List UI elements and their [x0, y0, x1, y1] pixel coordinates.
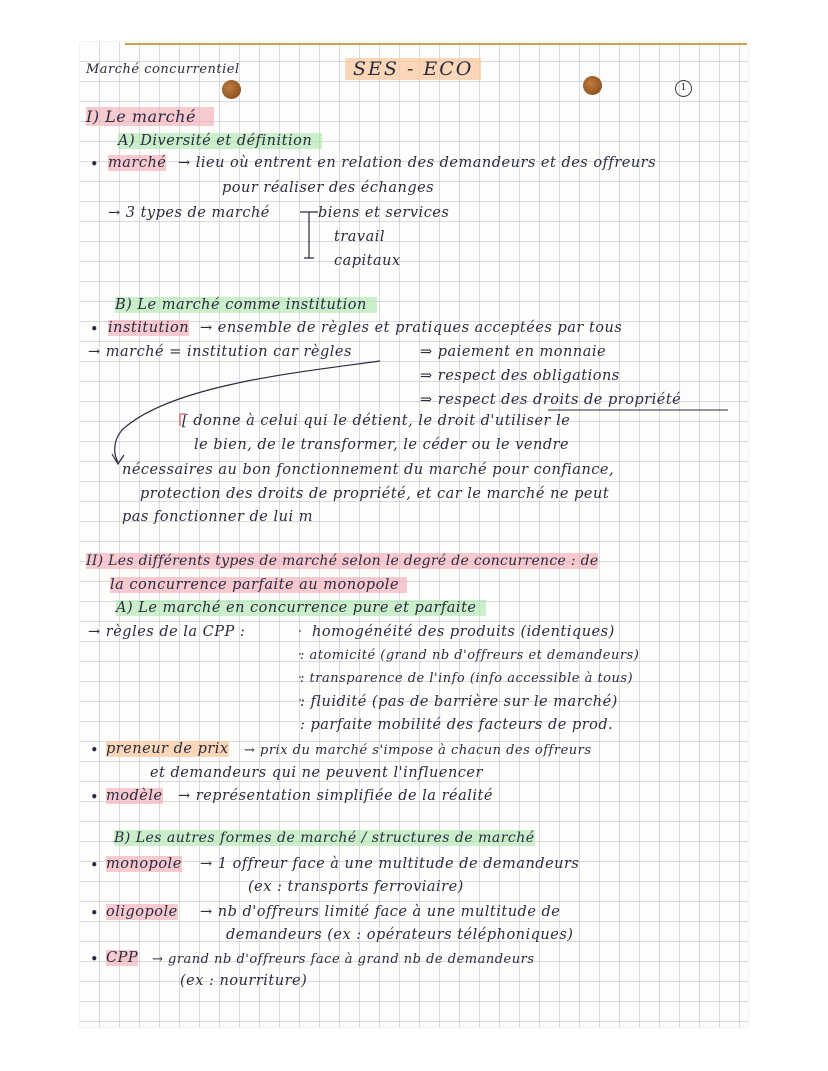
definition-marche-cont: pour réaliser des échanges [222, 180, 435, 196]
rule-obligations: ⇒ respect des obligations [420, 368, 620, 384]
section-1a-title: A) Diversité et définition [118, 133, 322, 149]
bullet: • [90, 322, 100, 338]
property-definition-1: [ donne à celui qui le détient, le droit d'utiliser le [182, 413, 571, 429]
cpp-rule-mobility: : parfaite mobilité des facteurs de prod. [300, 717, 614, 733]
bullet: • [90, 157, 100, 173]
section-2b-title: B) Les autres formes de marché / structures de marché [114, 830, 535, 846]
model-def: → représentation simplifiée de la réalité [178, 788, 493, 804]
definition-marche: → lieu où entrent en relation des demandeurs et des offreurs [178, 155, 657, 171]
rule-property: ⇒ respect des droits de propriété [420, 392, 682, 408]
bullet: • [90, 790, 100, 806]
necessity-line-2: protection des droits de propriété, et car le marché ne peut [140, 486, 610, 502]
term-marche: marché [108, 155, 167, 171]
arrow-head [112, 454, 124, 464]
cpp-def-2: (ex : nourriture) [180, 973, 308, 989]
term-cpp: CPP [106, 950, 139, 966]
curved-arrow [115, 361, 380, 462]
pink-bracket [180, 414, 186, 426]
cpp-rule-fluidity: : fluidité (pas de barrière sur le marché) [300, 694, 618, 710]
section-2a-title: A) Le marché en concurrence pure et parfaite [116, 600, 486, 616]
price-taker-def-1: → prix du marché s'impose à chacun des offreurs [244, 743, 592, 758]
term-price-taker: preneur de prix [106, 741, 229, 757]
page-number: 1 [675, 80, 692, 97]
necessity-line-3: pas fonctionner de lui m [122, 509, 313, 525]
cpp-rules-intro: → règles de la CPP : [88, 624, 246, 640]
cpp-def-1: → grand nb d'offreurs face à grand nb de demandeurs [152, 952, 535, 967]
price-taker-def-2: et demandeurs qui ne peuvent l'influencer [150, 765, 483, 781]
term-monopole: monopole [106, 856, 182, 872]
market-type-capital: capitaux [334, 253, 401, 269]
bullet: • [90, 858, 100, 874]
market-type-goods: biens et services [318, 205, 450, 221]
bullet: • [90, 743, 100, 759]
definition-institution: → ensemble de règles et pratiques acceptées par tous [200, 320, 623, 336]
market-type-labour: travail [334, 229, 386, 245]
oligopole-def-2: demandeurs (ex : opérateurs téléphoniques) [226, 927, 574, 943]
property-definition-2: le bien, de le transformer, le céder ou le vendre [194, 437, 570, 453]
term-model: modèle [106, 788, 163, 804]
market-types-intro: → 3 types de marché [108, 205, 270, 221]
chapter-title: Marché concurrentiel [86, 62, 240, 77]
rule-payment: ⇒ paiement en monnaie [420, 344, 607, 360]
cpp-rule-transparency: : transparence de l'info (info accessible à tous) [300, 671, 634, 686]
oligopole-def-1: → nb d'offreurs limité face à une multitude de [200, 904, 561, 920]
bullet: • [90, 906, 100, 922]
section-2-title-2: la concurrence parfaite au monopole [110, 577, 407, 593]
bullet: • [90, 952, 100, 968]
subject-title: SES - ECO [345, 58, 481, 80]
section-2-title-1: II) Les différents types de marché selon le degré de concurrence : de [86, 553, 599, 569]
monopole-def-2: (ex : transports ferroviaire) [248, 879, 464, 895]
cpp-rule-homogeneity: homogénéité des produits (identiques) [312, 624, 615, 640]
term-institution: institution [108, 320, 190, 336]
section-1-title: I) Le marché [86, 107, 214, 126]
term-oligopole: oligopole [106, 904, 178, 920]
cpp-rule-atomicity: : atomicité (grand nb d'offreurs et demandeurs) [300, 648, 640, 663]
market-types-bracket [300, 212, 318, 258]
monopole-def-1: → 1 offreur face à une multitude de demandeurs [200, 856, 580, 872]
necessity-line-1: nécessaires au bon fonctionnement du marché pour confiance, [122, 462, 615, 478]
market-institution-line: → marché = institution car règles [88, 344, 352, 360]
section-1b-title: B) Le marché comme institution [115, 297, 377, 313]
